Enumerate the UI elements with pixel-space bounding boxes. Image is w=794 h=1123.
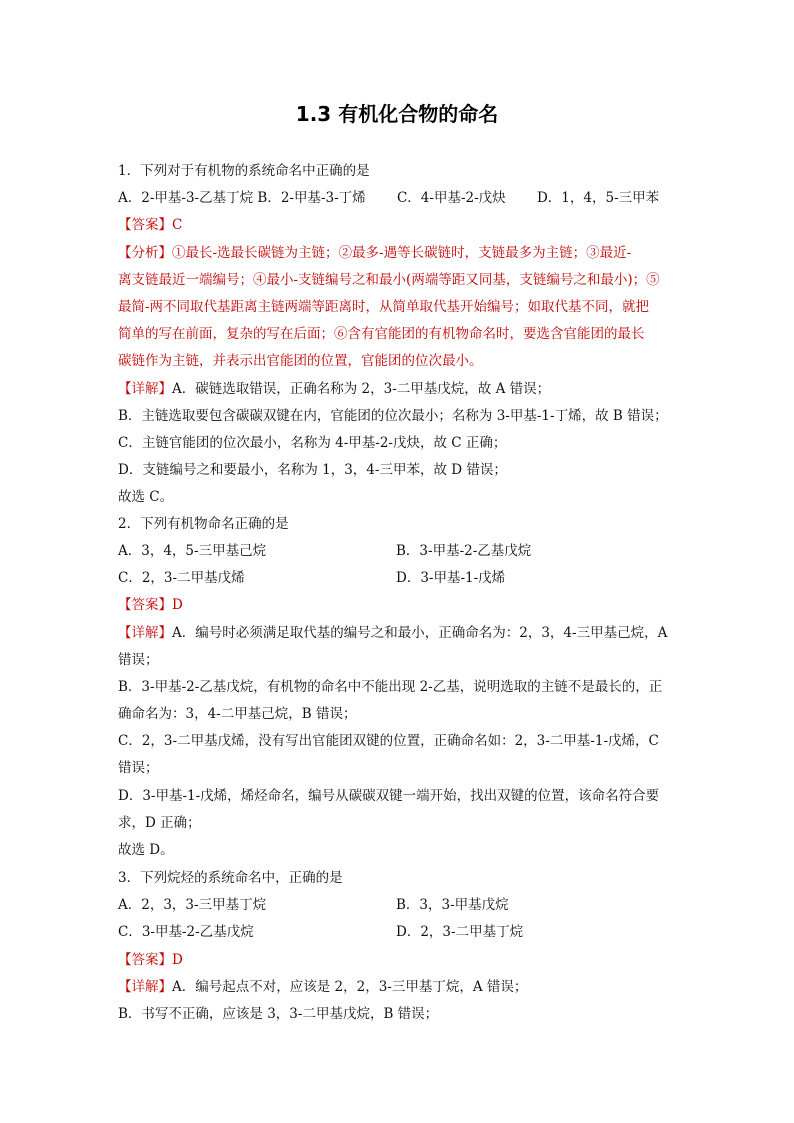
q2-detail-line: 错误； [118,760,159,776]
q1-analysis-line: 【分析】①最长-选最长碳链为主链；②最多-遇等长碳链时，支链最多为主链；③最近- [118,245,632,261]
q2-option-a: A．3，4，5-三甲基己烷 [118,543,267,559]
answer-value: C [172,217,183,233]
q2-detail-line: D．3-甲基-1-戊烯，烯烃命名，编号从碳碳双键一端开始，找出双键的位置，该命名符合要 [118,788,660,804]
q1-conclusion: 故选 C。 [118,489,174,505]
q3-option-b: B．3，3-甲基戊烷 [396,897,509,913]
q2-conclusion: 故选 D。 [118,842,174,858]
detail-tag: 【详解】 [118,381,172,397]
answer-tag: 【答案】 [118,217,172,233]
q1-analysis-line: 离支链最近一端编号；④最小-支链编号之和最小(两端等距又同基，支链编号之和最小)；⑤ [118,272,660,288]
answer-value: D [172,597,183,613]
answer-value: D [172,952,183,968]
q1-detail-line: B．主链选取要包含碳碳双键在内，官能团的位次最小；名称为 3-甲基-1-丁烯，故 B 错误； [118,408,668,424]
q1-options: A．2-甲基-3-乙基丁烷 B．2-甲基-3-丁烯 C．4-甲基-2-戊炔 D．1，4，5-三甲苯 [118,190,660,206]
q3-stem: 3．下列烷烃的系统命名中，正确的是 [118,870,343,886]
q2-detail-line: 错误； [118,652,159,668]
q2-detail-line: B．3-甲基-2-乙基戊烷，有机物的命名中不能出现 2-乙基，说明选取的主链不是最长的，正 [118,679,663,695]
q3-detail-line: 【详解】A．编号起点不对，应该是 2，2，3-三甲基丁烷，A 错误； [118,979,528,995]
q1-answer [118,215,688,235]
analysis-tag: 【分析】 [118,245,172,261]
q3-answer [118,950,688,970]
q1-detail-line: C．主链官能团的位次最小，名称为 4-甲基-2-戊炔，故 C 正确； [118,435,507,451]
q1-detail-line: 【详解】A．碳链选取错误，正确名称为 2，3-二甲基戊烷，故 A 错误； [118,381,551,397]
q1-analysis-line: 碳链作为主链，并表示出官能团的位置，官能团的位次最小。 [118,353,483,369]
q3-detail-line: B．书写不正确，应该是 3，3-二甲基戊烷，B 错误； [118,1006,439,1022]
q2-stem: 2．下列有机物命名正确的是 [118,516,289,532]
q3-option-a: A．2，3，3-三甲基丁烷 [118,897,267,913]
q2-answer [118,595,688,615]
answer-tag: 【答案】 [118,597,172,613]
q1-analysis-line: 简单的写在前面，复杂的写在后面；⑥含有官能团的有机物命名时，要选含官能团的最长 [118,326,645,342]
q3-option-c: C．3-甲基-2-乙基戊烷 [118,924,254,940]
q2-option-c: C．2，3-二甲基戊烯 [118,570,245,586]
q2-option-b: B．3-甲基-2-乙基戊烷 [396,543,532,559]
detail-tag: 【详解】 [118,625,172,641]
q2-detail-line: C．2，3-二甲基戊烯，没有写出官能团双键的位置，正确命名如：2，3-二甲基-1-戊烯，C [118,733,659,749]
q3-option-d: D．2，3-二甲基丁烷 [396,924,524,940]
detail-tag: 【详解】 [118,979,172,995]
q2-detail-line: 求，D 正确； [118,815,201,831]
q1-detail-line: D．支链编号之和要最小，名称为 1，3，4-三甲苯，故 D 错误； [118,462,507,478]
q2-option-d: D．3-甲基-1-戊烯 [396,570,506,586]
q1-stem: 1．下列对于有机物的系统命名中正确的是 [118,163,370,179]
answer-tag: 【答案】 [118,952,172,968]
q2-detail-line: 确命名为：3，4-二甲基己烷，B 错误； [118,706,357,722]
page-title: 1.3 有机化合物的命名 [295,102,499,126]
q2-detail-line: 【详解】A．编号时必须满足取代基的编号之和最小，正确命名为：2，3，4-三甲基己烷，A [118,625,668,641]
q1-analysis-line: 最简-两不同取代基距离主链两端等距离时，从简单取代基开始编号；如取代基不同，就把 [118,299,650,315]
